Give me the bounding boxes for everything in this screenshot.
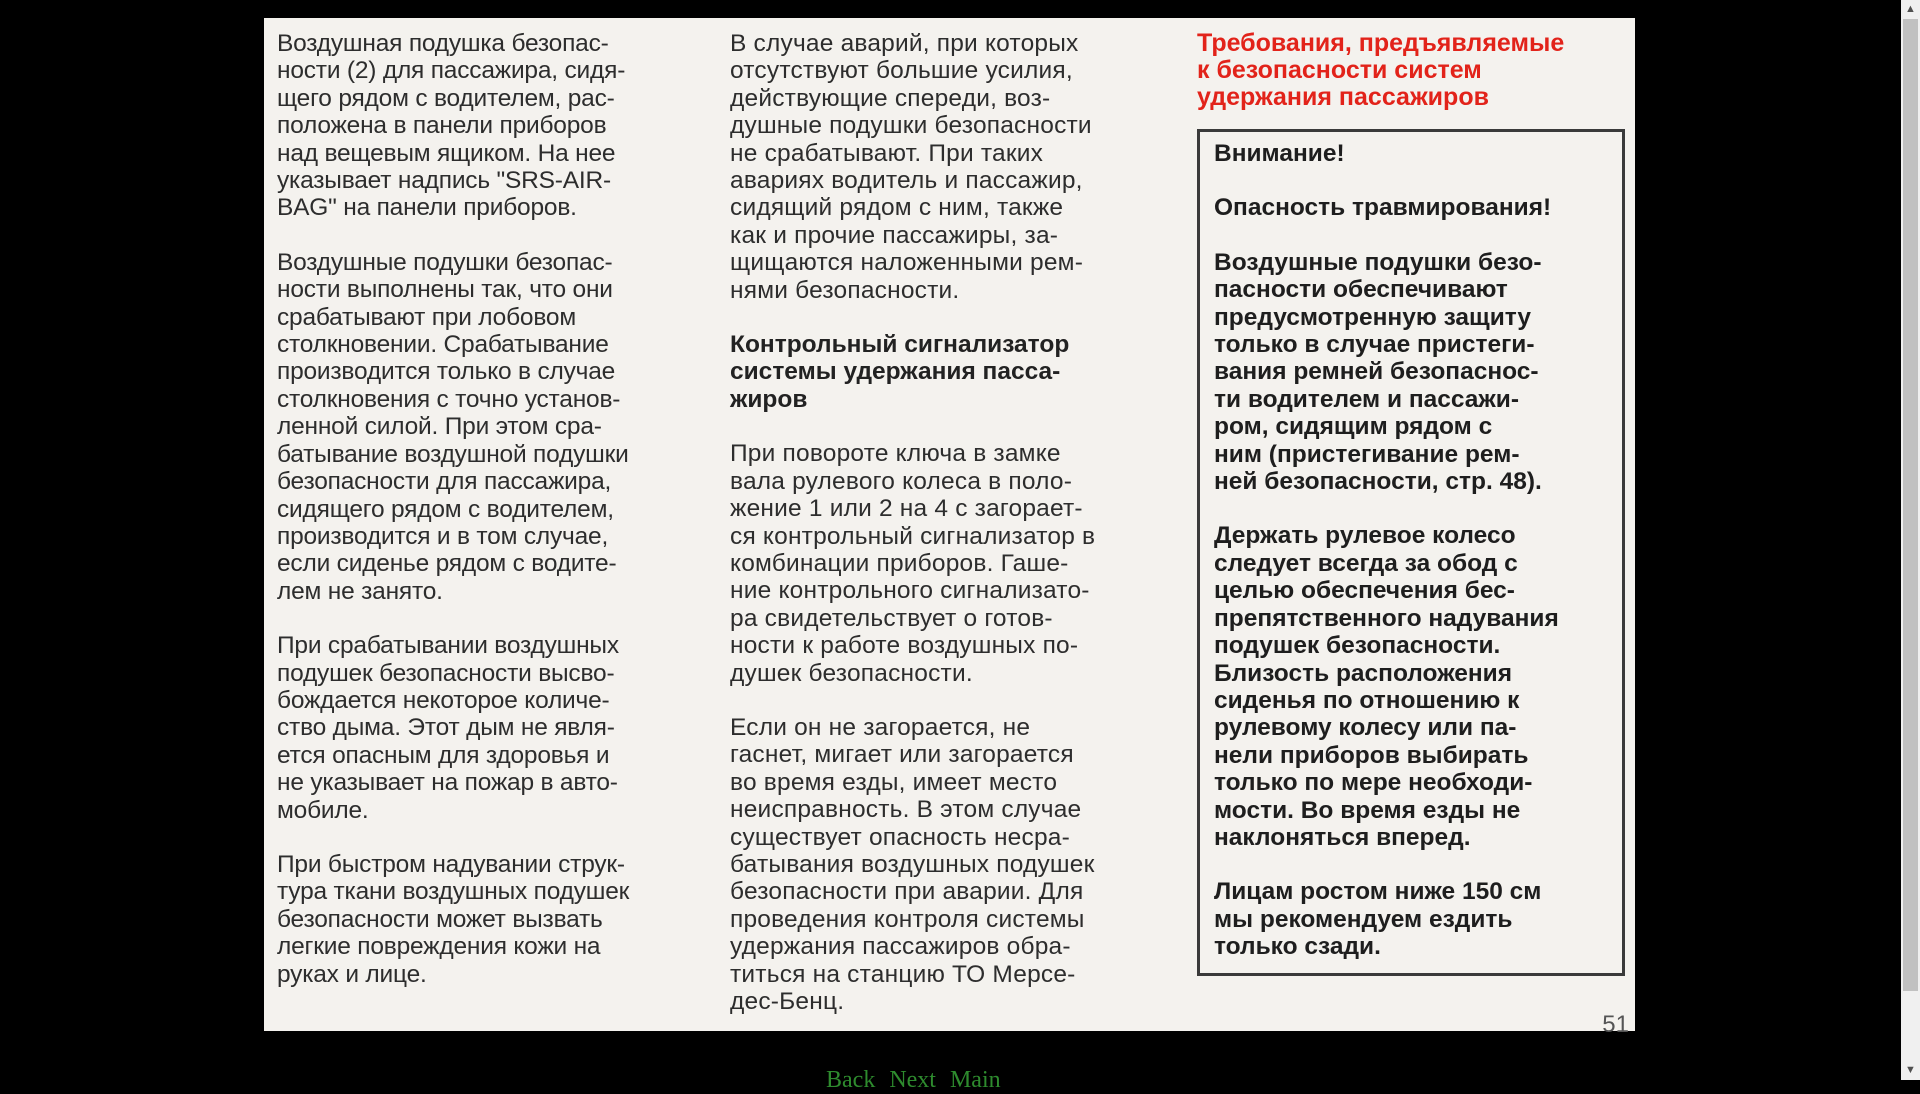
warning-steering-text: Держать рулевое колесо следует всегда за обод с целью обеспечения бес- препятственного надувания подушек безопасности. Близость расположения сиденья по отношению к рулевому колесу или па- нели приборов выбирать только по мере необходи- мости. Во время езды не наклоняться вперед. [1214, 522, 1559, 851]
text-column-middle [730, 30, 1160, 1042]
scrollbar-thumb[interactable] [1903, 19, 1918, 991]
paragraph-airbag-location: Воздушная подушка безопас- ности (2) для пассажира, сидя- щего рядом с водителем, рас- положена в панели приборов над вещевым ящиком. На нее указывает надпись "SRS-AIR- BAG" на панели приборов. [277, 30, 626, 222]
paragraph-airbag-skin: При быстром надувании струк- тура ткани воздушных подушек безопасности может вызвать легкие повреждения кожи на руках и лице. [277, 850, 630, 988]
warning-danger: Опасность травмирования! [1214, 194, 1552, 222]
manual-page [264, 18, 1635, 1038]
bottom-navigation [826, 1067, 1009, 1094]
vertical-scrollbar[interactable] [1901, 0, 1920, 1080]
paragraph-airbag-smoke: При срабатывании воздушных подушек безопасности высво- бождается некоторое количе- ство дыма. Этот дым не явля- ется опасным для здоровья и не указывает на пожар в авто- мобиле. [277, 632, 619, 824]
warning-box [1197, 129, 1625, 976]
chevron-up-icon[interactable]: ▲ [1901, 0, 1920, 19]
main-link[interactable]: Main [949, 1067, 1001, 1093]
next-link[interactable]: Next [889, 1067, 936, 1093]
text-column-left [277, 30, 707, 1015]
page-number: 51 [1602, 1011, 1629, 1038]
section-title-requirements: Требования, предъявляемые к безопасности систем удержания пассажиров [1197, 29, 1565, 111]
text-column-right [1197, 30, 1622, 976]
back-link[interactable]: Back [826, 1067, 876, 1093]
section-heading-indicator: Контрольный сигнализатор системы удержания пасса- жиров [730, 331, 1070, 413]
warning-seatbelt-text: Воздушные подушки безо- пасности обеспечивают предусмотренную защиту только в случае пристеги- вания ремней безопаснос- ти водителем и пассажи- ром, сидящим рядом с ним (пристегивание рем- ней безопасности, стр. 48). [1214, 248, 1542, 496]
warning-attention: Внимание! [1214, 140, 1345, 167]
warning-height-text: Лицам ростом ниже 150 см мы рекомендуем ездить только сзади. [1214, 878, 1542, 961]
paragraph-airbag-deployment: Воздушные подушки безопас- ности выполнены так, что они срабатывают при лобовом столкновении. Срабатывание производится только в случае столкновения с точно установ- ленной силой. При этом сра- батывание воздушной подушки безопасности для пассажира, сидящего рядом с водителем, производится и в том случае, если сиденье рядом с водите- лем не занято. [277, 248, 629, 605]
chevron-down-icon[interactable]: ▼ [1901, 1061, 1920, 1080]
paragraph-indicator-fault: Если он не загорается, не гаснет, мигает или загорается во время езды, имеет место неисправность. В этом случае существует опасность несра- батывания воздушных подушек безопасности при аварии. Для проведения контроля системы удержания пассажиров обра- титься на станцию ТО Мерсе- дес-Бенц. [730, 713, 1095, 1015]
paragraph-indicator-check: При повороте ключа в замке вала рулевого колеса в поло- жение 1 или 2 на 4 с загорает- ся контрольный сигнализатор в комбинации приборов. Гаше- ние контрольного сигнализато- ра свидетельствует о готов- ности к работе воздушных по- душек безопасности. [730, 440, 1096, 687]
paragraph-minor-accidents: В случае аварий, при которых отсутствуют большие усилия, действующие спереди, воз- душные подушки безопасности не срабатывают. При таких авариях водитель и пассажир, сидящий рядом с ним, также как и прочие пассажиры, за- щищаются наложенными рем- нями безопасности. [730, 30, 1092, 304]
